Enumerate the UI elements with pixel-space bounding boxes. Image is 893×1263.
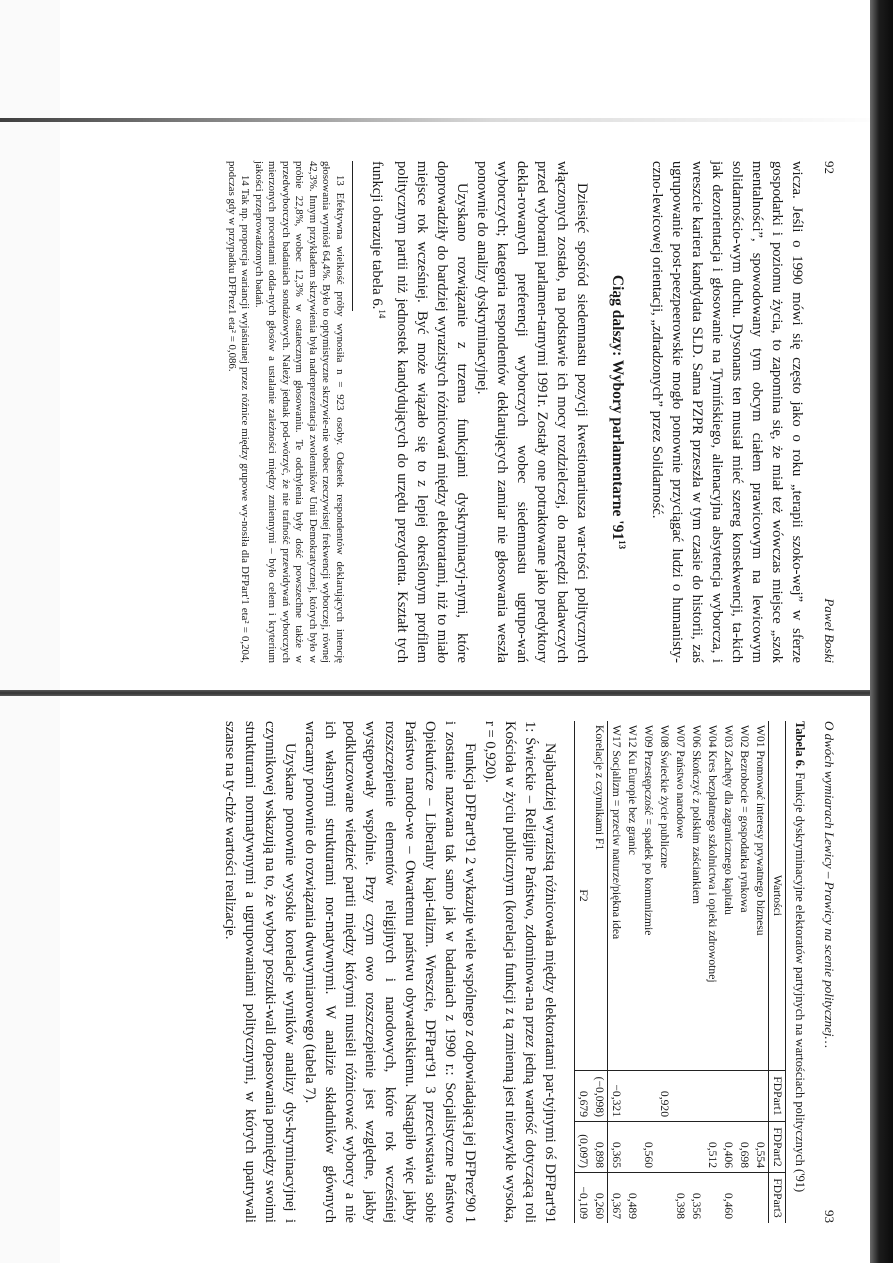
left-page-number: 92: [822, 161, 837, 174]
table-cell: [736, 1071, 752, 1122]
table-cell: 0,489: [624, 1173, 640, 1224]
table-cell: 0,698: [736, 1122, 752, 1173]
table-cell: 0,356: [688, 1173, 704, 1224]
table-cell-label: W09 Przestępczość = spadek po komunizmie: [642, 725, 655, 936]
left-page: [195, 155, 845, 675]
table-cell: [688, 1071, 704, 1122]
table-cell: 0,920: [656, 1071, 672, 1122]
table-row: [608, 721, 625, 1223]
table-cell: [752, 1173, 769, 1224]
table-caption: [792, 721, 807, 1223]
section-paragraph-2-text: Uzyskano rozwiązanie z trzema funkcjami dyskryminacyj-nymi, które doprowadziły do bardziej wyrazistych różnicowań między elektoratami, niż to miało miejsce rok wcześniej. Być może wiązało się to z lepiej określonym profilem politycznym partii niż jednostek kandydujących do urzędu prezydenta. Kształt tych funkcji obrazuje tabela 6.: [368, 161, 470, 663]
table-row: [640, 721, 656, 1223]
table-cell-label: W04 Kres bezpłatnego szkolnictwa i opieki zdrowotnej: [706, 725, 719, 983]
table-cell: (−0,098): [591, 1071, 608, 1122]
table-cell: [672, 1071, 688, 1122]
table-cell-label: W17 Socjalizm = przeciw naturze/piękna idea: [608, 721, 625, 1071]
table-cell: [640, 1173, 656, 1224]
scan-edge: [870, 0, 893, 1263]
table-cell: −0,321: [608, 1071, 625, 1122]
table-cell: 0,679: [575, 1071, 592, 1122]
table-row: [736, 721, 752, 1223]
table-cell: 0,406: [720, 1122, 736, 1173]
right-page-number: 93: [822, 1210, 837, 1223]
table-cell-label: Korelacje z czynnikami F1: [593, 725, 606, 851]
section-title-text: Ciąg dalszy: Wybory parlamentarne '91: [608, 274, 626, 541]
table-header-values: Wartości: [769, 721, 786, 1071]
table-header-row: [769, 721, 786, 1223]
right-page: [195, 715, 845, 1235]
table-row: [720, 721, 736, 1223]
section-title-footnote-ref: 13: [617, 540, 627, 550]
table-cell: [736, 1173, 752, 1224]
table-cell-label: W07 Państwo narodowe: [674, 725, 687, 839]
table-cell-label: W12 Ku Europie bez granic: [626, 725, 639, 856]
table-cell: [624, 1122, 640, 1173]
table-cell: [704, 1173, 720, 1224]
table-cell-label: W01 Promować interesy prywatnego biznesu: [754, 725, 767, 936]
table-header-fd2: FDPart2: [769, 1122, 786, 1173]
section-title: [608, 161, 627, 663]
left-paragraph-1: wicza. Jeśli o 1990 mówi się często jako o roku „terapii szoko-wej” w sferze gospodarki i poziomu życia, to zapomina się, że miał też wówczas miejsce „szok mentalności”, spowodowany tym obcym ciałem prawicowym na lewicowym solidarnościo-wym duchu. Dysonans ten musiał mieć szereg konsekwencji, ta-kich jak dezorientacja i głosowanie na Tymińskiego, alienacyjna absytencja wyborcza, i wreszcie kariera kandydata SLD. Sama PZPR przeszła w tym czasie do historii, zaś ugrupowanie post-peezpeerowskie mogło ponownie przyciągać ludzi o humanisty-czno-lewicowej orientacji, „zdradzonych” przez Solidarność.: [649, 161, 805, 663]
table-cell: 0,554: [752, 1122, 769, 1173]
table-corr-row: [575, 721, 592, 1223]
right-paragraph-1: Najbardziej wyrazistą różnicowała między elektoratami par-tyjnymi oś DFPart'91 1: Świeckie – Religijne Państwo, zdominowa-na przez jedną wartość dotyczącą roli Kościoła w życiu publicznym (korelacja funkcji z tą zmienną jest niezwykle wysoka, r = 0,920).: [482, 721, 558, 1223]
table-cell-label: W06 Skończyć z polskim zaściankiem: [690, 725, 703, 905]
table-row: [752, 721, 769, 1223]
footnote-13: 13 Efektywna wielkość próby wynosiła n = 923 osoby. Odsetek respondentów deklarujących intencję głosowania wyniósł 64,4%. Było to optymistyczne skrzywie-nie wobec rzeczywistej frekwencji wyborczej, równej 42,3%. Innym przykładem skrzywienia była nadreprezentacja zwolenników Unii Demokratycznej, których było w próbie 22,8%, wobec 12,3% w ostatecznym głosowaniu. Te odchylenia były dość powszechne także w przedwyborczych badaniach sondażowych. Należy jednak pod-wórzyć, że nie trafność przewidywań wyborczych mierzonych procentami odda-nych głosów a ustalanie zależności między zmiennymi – było celem i kryterium jakości przeprowadzonych badań.: [252, 161, 346, 663]
table-caption-label: Tabela 6.: [793, 721, 807, 770]
table-cell: 0,460: [720, 1173, 736, 1224]
table-row: [704, 721, 720, 1223]
book-gutter: [0, 690, 893, 696]
table-cell: 0,512: [704, 1122, 720, 1173]
footnote-14: 14 Tak np. proporcja wariancji wyjaśnianej przez różnice między grupowe wy-nosiła dla DFPart'1 eta² = 0,204, podczas gdy w przypadku DFPrez1 eta² = 0,086.: [225, 161, 252, 663]
table-cell: 0,367: [608, 1173, 625, 1224]
table-corr-row: [591, 721, 608, 1223]
table-row: [672, 721, 688, 1223]
table-cell-label: F2: [575, 721, 592, 1071]
table-header-fd3: FDPart3: [769, 1173, 786, 1224]
right-running-title: O dwóch wymiarach Lewicy – Prawicy na scenie politycznej…: [822, 721, 837, 1049]
table-caption-text: Funkcje dyskryminacyjne elektoratów partyjnych na wartościach politycznych ('91): [793, 772, 807, 1193]
table-row: [656, 721, 672, 1223]
table-row: [688, 721, 704, 1223]
table-cell: [640, 1071, 656, 1122]
right-paragraph-2: Funkcja DFPart'91 2 wykazuje wiele wspólnego z odpowiadającą jej DFPrez'90 1 i zostanie nazwana tak samo jak w badaniach z 1990 r.: Socjalistyczne Państwo Opiekuńcze – Liberalny kapi-talizm. Wreszcie, DFPart'91 3 przeciwstawia sobie Państwo narodo-we – Otwartemu państwu obywatelskiemu. Nastąpiło więc jakby rozszczepienie elementów religijnych i narodowych, które rok wcześniej występowały wspólnie. Przy czym owo rozszczepienie jest względne, jakby podkluczowane wiedzieć partii między którymi musieli różnicować wyborcy a nie ich własnymi strukturami nor-matywnymi. W analizie składników głównych wracamy ponownie do rozwiązania dwuwymiarowego (tabela 7).: [302, 721, 478, 1223]
section-paragraph-2-footnote-ref: 14: [376, 309, 387, 319]
table-cell: [672, 1122, 688, 1173]
table-cell: 0,398: [672, 1173, 688, 1224]
left-running-head: [821, 161, 837, 663]
table-cell-label: W08 Świeckie życie publiczne: [658, 725, 671, 869]
page-background: [0, 0, 60, 1263]
table-cell: [752, 1071, 769, 1122]
table-cell: 0,365: [608, 1122, 625, 1173]
table-cell-label: W03 Zachęty dla zagranicznego kapitału: [722, 725, 735, 915]
table-cell: [704, 1071, 720, 1122]
right-paragraph-3: Uzyskane ponownie wysokie korelacje wyników analizy dys-kryminacyjnej i czynnikowej wskazują na to, że wybory poszuki-wali dopasowania pomiędzy swoimi strukturami normatywnymi a ugrupowaniami politycznymi, w których upatrywali szanse na ty-chże wartości realizacje.: [222, 721, 298, 1223]
left-running-title: Paweł Boski: [822, 598, 837, 663]
table-row: [624, 721, 640, 1223]
table-cell: [656, 1173, 672, 1224]
table-cell-label: W02 Bezrobocie = gospodarka rynkowa: [738, 725, 751, 913]
section-paragraph-1: Dziesięć spośród siedemnastu pozycji kwestionariusza war-tości politycznych włączonych zostało, na podstawie ich mocy rozdzielczej, do narzędzi badawczych przed wyborami parlamen-tarnymi 1991r. Zostały one potraktowane jako predyktory dekla-rowanych preferencji wyborczych wobec siedemnastu ugrupo-wań wyborczych; kategoria respondentów deklarujących zamiar nie głosowania weszła ponownie do analizy dyskryminacyjnej.: [473, 161, 590, 663]
table-cell: 0,560: [640, 1122, 656, 1173]
table-cell: (0,097): [575, 1122, 592, 1173]
table-cell: 0,260: [591, 1173, 608, 1224]
section-paragraph-2: [367, 161, 472, 663]
scan-shadow: [0, 118, 893, 122]
right-running-head: [821, 721, 837, 1223]
table-cell: [688, 1122, 704, 1173]
table-cell: [656, 1122, 672, 1173]
table-cell: [720, 1071, 736, 1122]
table-cell: −0,109: [575, 1173, 592, 1224]
footnote-rule: [352, 161, 353, 311]
discriminant-table: [574, 721, 786, 1223]
table-cell: [624, 1071, 640, 1122]
table-header-fd1: FDPart1: [769, 1071, 786, 1122]
table-cell: 0,898: [591, 1122, 608, 1173]
